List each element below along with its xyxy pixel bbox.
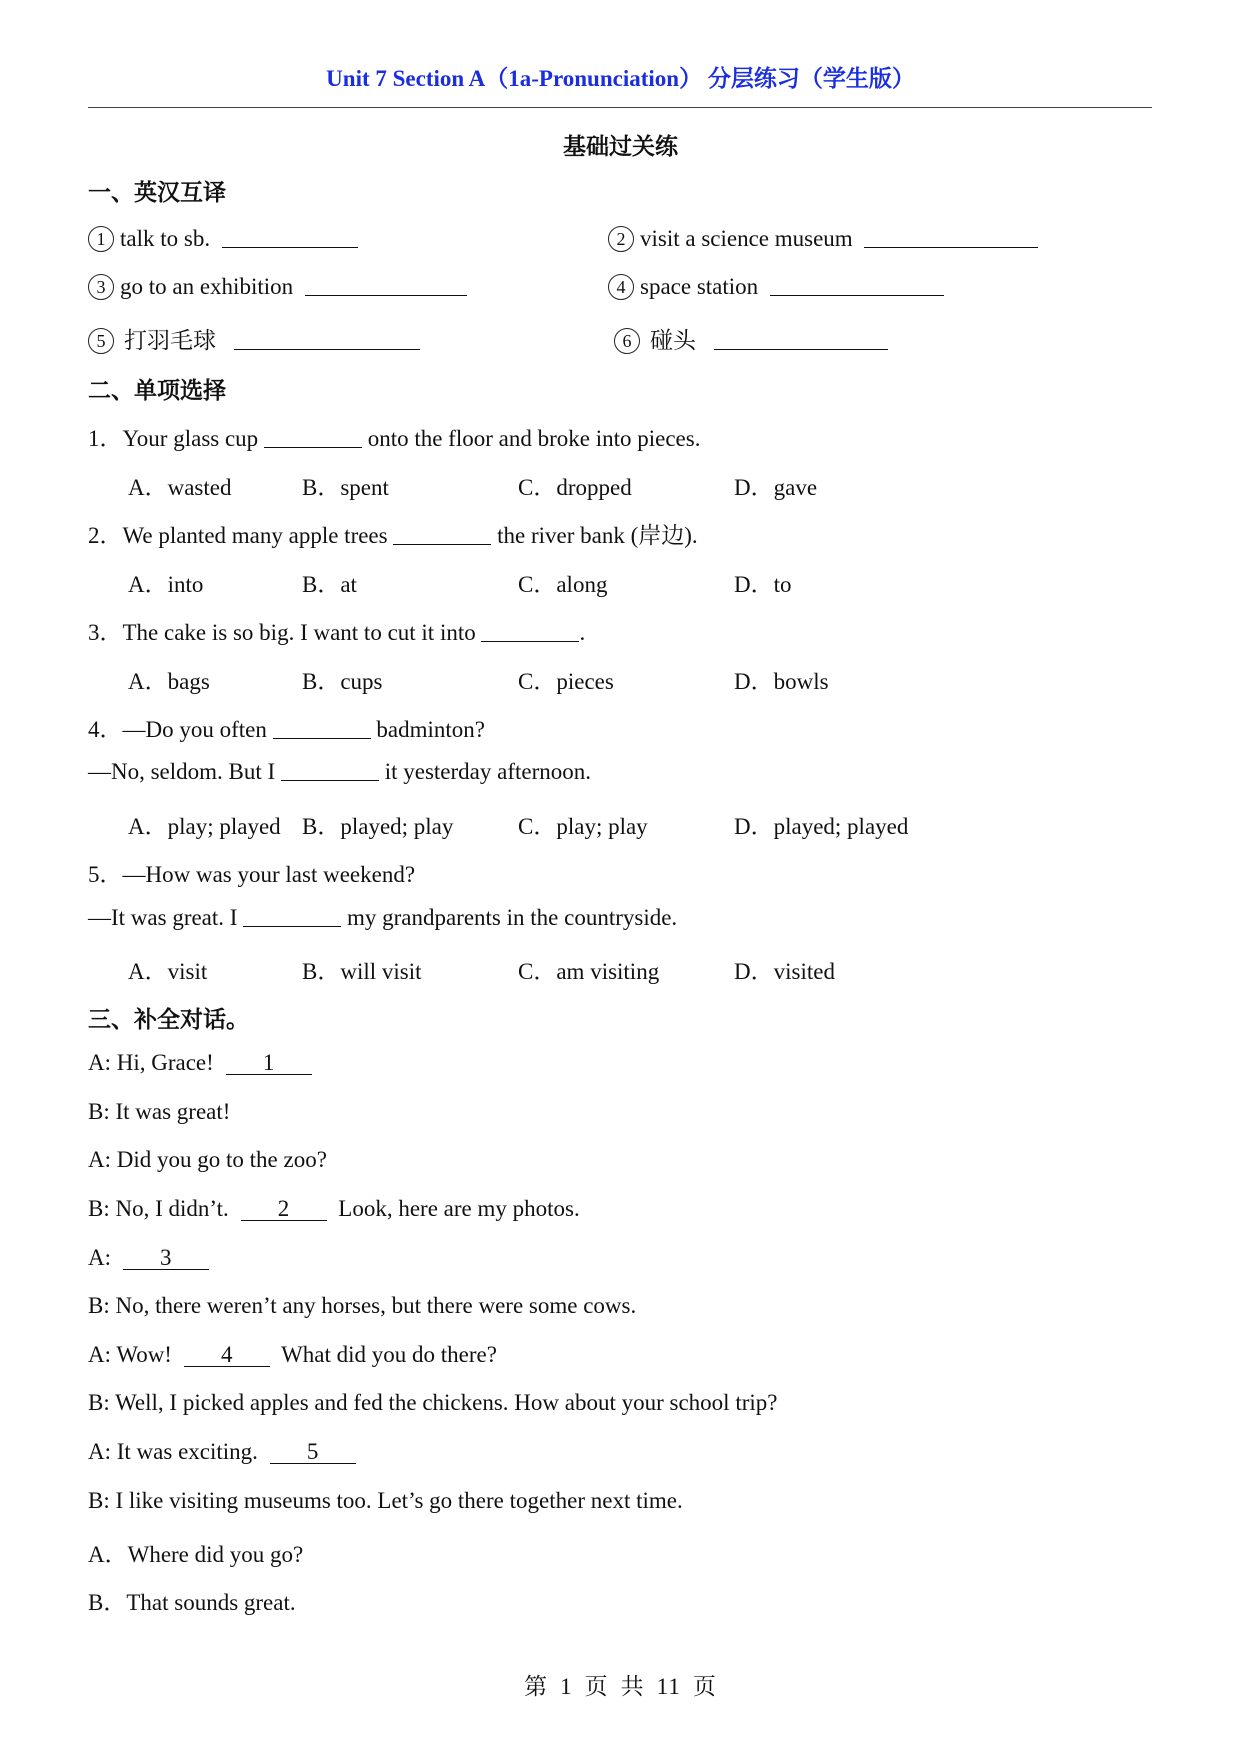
translate-item-2 [608,226,1038,252]
question-4-stem-2 [88,759,591,785]
footer-text: 页 [584,1674,609,1699]
document-title: Unit 7 Section A（1a-Pronunciation） 分层练习（学生版） [326,66,915,91]
q3-option-b[interactable]: B．cups [302,669,383,694]
item-number: 1 [88,226,114,252]
dialogue-line-7 [88,1342,497,1368]
dialogue-text: A: [88,1245,117,1270]
dialogue-line-2: B: It was great! [88,1099,231,1124]
question-4-stem [88,711,485,744]
question-1-stem [88,420,700,453]
dialogue-text: What did you do there? [275,1342,497,1367]
stem-text: 5．—How was your last weekend? [88,862,416,887]
dialogue-line-3: A: Did you go to the zoo? [88,1147,327,1172]
answer-blank[interactable] [864,227,1038,248]
answer-blank[interactable] [714,329,888,350]
dialogue-line-4 [88,1196,580,1222]
stem-text: . [579,620,586,645]
stem-text: it yesterday afternoon. [378,759,591,784]
footer-text: 页 [692,1674,717,1699]
answer-blank[interactable] [264,427,362,448]
dialogue-text: A: Wow! [88,1342,178,1367]
stem-text: the river bank (岸边). [491,523,698,548]
q2-option-c[interactable]: C．along [518,572,608,597]
answer-blank[interactable] [234,329,420,350]
item-text: visit a science museum [640,226,853,251]
q4-option-d[interactable]: D．played; played [734,814,909,839]
q5-option-b[interactable]: B．will visit [302,959,422,984]
answer-blank[interactable] [481,621,579,642]
question-2-stem [88,517,698,550]
item-number: 5 [88,328,114,354]
item-text: space station [640,274,759,299]
dialogue-line-1 [88,1050,312,1076]
dialogue-blank[interactable]: 2 [241,1198,327,1221]
question-5-stem [88,856,415,889]
choice-b: B．That sounds great. [88,1590,296,1615]
stem-text: my grandparents in the countryside. [341,905,678,930]
item-text: go to an exhibition [120,274,294,299]
q4-option-b[interactable]: B．played; play [302,814,454,839]
q1-option-b[interactable]: B．spent [302,475,389,500]
item-text: 碰头 [650,328,696,353]
translate-item-4 [608,274,944,300]
answer-blank[interactable] [393,524,491,545]
stem-text: onto the floor and broke into pieces. [361,426,701,451]
q5-option-d[interactable]: D．visited [734,959,835,984]
answer-blank[interactable] [281,760,379,781]
q3-option-d[interactable]: D．bowls [734,669,829,694]
translate-item-3 [88,274,467,300]
q5-option-c[interactable]: C．am visiting [518,959,660,984]
q2-option-d[interactable]: D．to [734,572,792,597]
translate-item-1 [88,226,358,252]
answer-blank[interactable] [305,275,467,296]
total-pages: 11 [656,1674,681,1699]
dialogue-blank[interactable]: 1 [226,1052,312,1075]
stem-text: 4．—Do you often [88,717,273,742]
q2-option-a[interactable]: A．into [128,572,204,597]
q1-option-d[interactable]: D．gave [734,475,818,500]
dialogue-blank[interactable]: 3 [123,1247,209,1270]
item-number: 2 [608,226,634,252]
part2-heading: 二、单项选择 [88,378,226,403]
stem-text: 2．We planted many apple trees [88,523,394,548]
translate-item-5 [88,322,420,355]
header-divider [88,107,1152,108]
item-text: 打羽毛球 [124,328,216,353]
q3-option-a[interactable]: A．bags [128,669,210,694]
dialogue-text: A: Hi, Grace! [88,1050,220,1075]
dialogue-text: Look, here are my photos. [332,1196,580,1221]
item-number: 4 [608,274,634,300]
question-5-stem-2 [88,905,677,931]
dialogue-line-6: B: No, there weren’t any horses, but there were some cows. [88,1293,637,1318]
stem-text: —It was great. I [88,905,244,930]
item-number: 3 [88,274,114,300]
answer-blank[interactable] [243,906,341,927]
question-3-stem [88,614,585,647]
item-number: 6 [614,328,640,354]
page-number: 1 [560,1674,573,1699]
footer-text: 第 [524,1674,549,1699]
translate-item-6 [614,322,888,355]
dialogue-line-8: B: Well, I picked apples and fed the chickens. How about your school trip? [88,1390,778,1415]
q1-option-c[interactable]: C．dropped [518,475,632,500]
part3-heading: 三、补全对话。 [88,1007,249,1032]
stem-text: 1．Your glass cup [88,426,264,451]
q5-option-a[interactable]: A．visit [128,959,208,984]
q4-option-c[interactable]: C．play; play [518,814,648,839]
dialogue-line-10: B: I like visiting museums too. Let’s go there together next time. [88,1488,683,1513]
dialogue-text: A: It was exciting. [88,1439,264,1464]
dialogue-line-9 [88,1439,356,1465]
q4-option-a[interactable]: A．play; played [128,814,281,839]
choice-a: A．Where did you go? [88,1542,304,1567]
answer-blank[interactable] [770,275,944,296]
stem-text: —No, seldom. But I [88,759,281,784]
q2-option-b[interactable]: B．at [302,572,357,597]
dialogue-text: B: No, I didn’t. [88,1196,235,1221]
dialogue-line-5 [88,1245,209,1271]
answer-blank[interactable] [273,718,371,739]
part1-heading: 一、英汉互译 [88,180,226,205]
q3-option-c[interactable]: C．pieces [518,669,614,694]
dialogue-blank[interactable]: 4 [184,1344,270,1367]
item-text: talk to sb. [120,226,211,251]
answer-blank[interactable] [222,227,358,248]
section-title: 基础过关练 [563,134,678,159]
dialogue-blank[interactable]: 5 [270,1441,356,1464]
q1-option-a[interactable]: A．wasted [128,475,232,500]
footer-text: 共 [620,1674,645,1699]
stem-text: 3．The cake is so big. I want to cut it into [88,620,482,645]
stem-text: badminton? [370,717,485,742]
page-footer [0,1668,1241,1701]
